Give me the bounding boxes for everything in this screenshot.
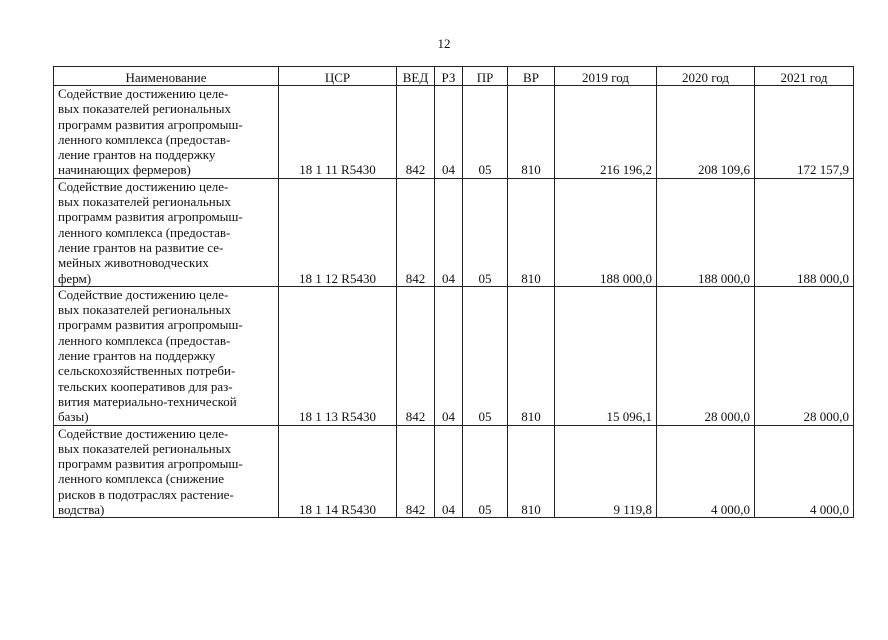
row-2019: 188 000,0	[555, 178, 657, 286]
row-vr: 810	[508, 86, 555, 179]
row-name: Содействие достижению целе- вых показателей региональных программ развития агропромыш- ленного комплекса (предостав- ление грантов на поддержку начинающих фермеров)	[54, 86, 279, 179]
row-csr: 18 1 14 R5430	[279, 425, 397, 518]
row-ved: 842	[397, 425, 435, 518]
row-2019: 216 196,2	[555, 86, 657, 179]
header-vr: ВР	[508, 67, 555, 86]
header-csr: ЦСР	[279, 67, 397, 86]
row-rz: 04	[435, 86, 463, 179]
row-ved: 842	[397, 286, 435, 425]
row-ved: 842	[397, 178, 435, 286]
header-name: Наименование	[54, 67, 279, 86]
table-row	[54, 86, 854, 179]
header-2019: 2019 год	[555, 67, 657, 86]
row-2020: 188 000,0	[657, 178, 755, 286]
row-2020: 28 000,0	[657, 286, 755, 425]
row-2021: 28 000,0	[755, 286, 854, 425]
row-2019: 15 096,1	[555, 286, 657, 425]
table-header	[54, 67, 854, 86]
header-ved: ВЕД	[397, 67, 435, 86]
budget-table	[53, 66, 854, 518]
header-row	[54, 67, 854, 86]
header-pr: ПР	[463, 67, 508, 86]
row-pr: 05	[463, 286, 508, 425]
row-name: Содействие достижению целе- вых показателей региональных программ развития агропромыш- ленного комплекса (предостав- ление грантов на развитие се- мейных животноводческих ферм)	[54, 178, 279, 286]
table-row	[54, 286, 854, 425]
table-row	[54, 425, 854, 518]
row-ved: 842	[397, 86, 435, 179]
row-2021: 188 000,0	[755, 178, 854, 286]
row-name: Содействие достижению целе- вых показателей региональных программ развития агропромыш- ленного комплекса (снижение рисков в подотраслях растение- водства)	[54, 425, 279, 518]
header-rz: РЗ	[435, 67, 463, 86]
row-csr: 18 1 11 R5430	[279, 86, 397, 179]
header-2021: 2021 год	[755, 67, 854, 86]
row-2019: 9 119,8	[555, 425, 657, 518]
row-csr: 18 1 13 R5430	[279, 286, 397, 425]
page-number: 12	[437, 36, 451, 51]
row-2020: 4 000,0	[657, 425, 755, 518]
row-2021: 4 000,0	[755, 425, 854, 518]
row-rz: 04	[435, 425, 463, 518]
row-pr: 05	[463, 86, 508, 179]
row-pr: 05	[463, 178, 508, 286]
row-pr: 05	[463, 425, 508, 518]
row-rz: 04	[435, 286, 463, 425]
row-csr: 18 1 12 R5430	[279, 178, 397, 286]
row-2021: 172 157,9	[755, 86, 854, 179]
row-vr: 810	[508, 286, 555, 425]
table-body	[54, 86, 854, 518]
row-name: Содействие достижению целе- вых показателей региональных программ развития агропромыш- ленного комплекса (предостав- ление грантов на поддержку сельскохозяйственных потреби- тельских кооперативов для раз- вития материально-технической базы)	[54, 286, 279, 425]
row-vr: 810	[508, 178, 555, 286]
row-vr: 810	[508, 425, 555, 518]
row-rz: 04	[435, 178, 463, 286]
table-row	[54, 178, 854, 286]
row-2020: 208 109,6	[657, 86, 755, 179]
header-2020: 2020 год	[657, 67, 755, 86]
